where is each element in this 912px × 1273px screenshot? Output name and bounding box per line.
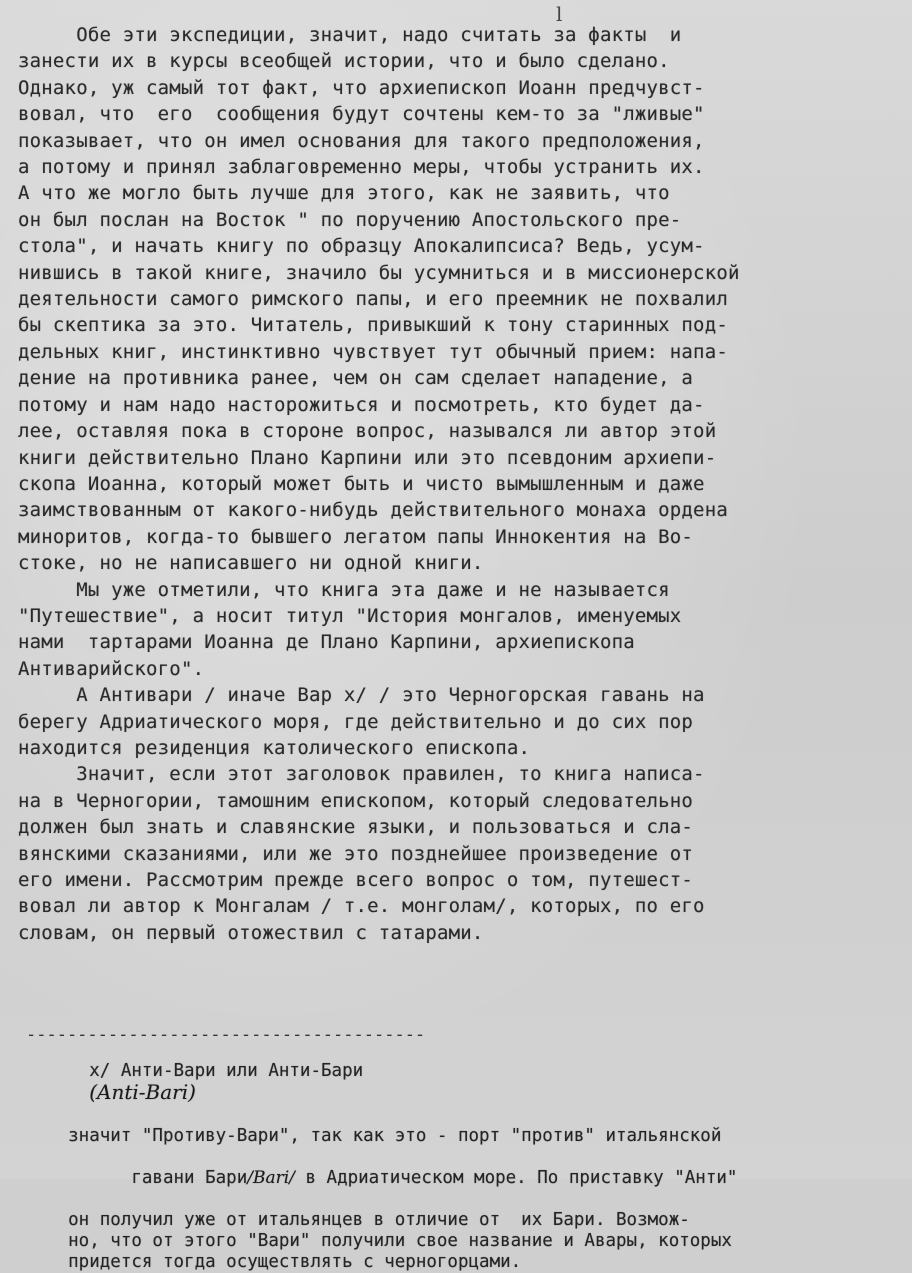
pencil-mark: ⅼ (556, 2, 563, 26)
footnote-line: придется тогда осуществлять с черногорцами. (26, 1252, 522, 1272)
text-line: скопа Иоанна, который может быть и чисто вымышленным и даже (18, 472, 705, 495)
footnote-separator: --------------------------------------- (26, 1025, 426, 1045)
text-line: Значит, если этот заголовок правилен, то книга написа- (18, 763, 705, 786)
handwritten-annotation: (Anti-Bari) (89, 1080, 196, 1104)
text-line: должен был знать и славянские языки, и пользоваться и сла- (18, 816, 694, 839)
text-line: А что же могло быть лучше для этого, как не заявить, что (18, 182, 670, 205)
footnote (26, 1040, 906, 1273)
text-line: лее, оставляя пока в стороне вопрос, назывался ли автор этой (18, 420, 717, 443)
text-line: Мы уже отметили, что книга эта даже и не называется (18, 578, 670, 601)
text-line: миноритов, когда-то бывшего легатом папы Иннокентия на Во- (18, 525, 694, 548)
footnote-line: но, что от этого "Вари" получили свое название и Авары, которых (26, 1231, 732, 1251)
text-line: стоке, но не написавшего ни одной книги. (18, 552, 484, 575)
text-line: бы скептика за это. Читатель, привыкший к тону старинных под- (18, 314, 728, 337)
text-line: деятельности самого римского папы, и его преемник не похвалил (18, 288, 728, 311)
text-line: Однако, уж самый тот факт, что архиепископ Иоанн предчувст- (18, 76, 705, 99)
text-line: "Путешествие", а носит титул "История монгалов, именуемых (18, 604, 682, 627)
handwritten-annotation: /Bari/ (247, 1168, 295, 1188)
text-line: на в Черногории, тамошним епископом, который следовательно (18, 789, 694, 812)
text-line: заимствованным от какого-нибудь действительного монаха ордена (18, 499, 728, 522)
text-line: дение на противника ранее, чем он сам сделает нападение, а (18, 367, 694, 390)
text-line: его имени. Рассмотрим прежде всего вопрос о том, путешест- (18, 869, 694, 891)
text-line: а потому и принял заблаговременно меры, чтобы устранить их. (18, 156, 705, 179)
text-line: дельных книг, инстинктивно чувствует тут обычный прием: напа- (18, 340, 728, 363)
text-line: нами тартарами Иоанна де Плано Карпини, архиепископа (18, 631, 635, 654)
text-line: вовал ли автор к Монгалам / т.е. монголам/, которых, по его (18, 895, 705, 918)
text-line: показывает, что он имел основания для такого предположения, (18, 129, 705, 152)
footnote-line: значит "Противу-Вари", так как это - порт "против" итальянской (26, 1126, 722, 1146)
text-line: занести их в курсы всеобщей истории, что и было сделано. (18, 50, 670, 73)
text-line: А Антивари / иначе Вар x/ / это Черногорская гавань на (18, 684, 705, 707)
text-line: вянскими сказаниями, или же это позднейшее произведение от (18, 842, 694, 865)
footnote-line: он получил уже от итальянцев в отличие от их Бари. Возмож- (26, 1210, 690, 1230)
text-line: потому и нам надо насторожиться и посмотреть, кто будет да- (18, 393, 705, 416)
text-line: стола", и начать книгу по образцу Апокалипсиса? Ведь, усум- (18, 235, 705, 258)
text-line: он был послан на Восток " по поручению Апостольского пре- (18, 208, 682, 231)
text-line: словам, он первый отожествил с татарами. (18, 921, 484, 944)
text-line: книги действительно Плано Карпини или это псевдоним архиепи- (18, 446, 717, 469)
footnote-line: x/ Анти-Вари или Анти-Бари (Anti-Bari) (89, 1061, 364, 1104)
text-line: вовал, что его сообщения будут сочтены кем-то за "лживые" (18, 103, 705, 126)
text-line: Обе эти экспедиции, значит, надо считать за факты и (18, 24, 682, 46)
footnote-line: гавани Бари/Bari/ в Адриатическом море. По приставку "Анти" (89, 1168, 738, 1188)
text-line: находится резиденция католического епископа. (18, 736, 531, 759)
main-text (18, 22, 878, 946)
text-line: нившись в такой книге, значило бы усумниться и в миссионерской (18, 261, 740, 284)
text-line: берегу Адриатического моря, где действительно и до сих пор (18, 710, 694, 733)
text-line: Антиварийского". (18, 657, 205, 680)
